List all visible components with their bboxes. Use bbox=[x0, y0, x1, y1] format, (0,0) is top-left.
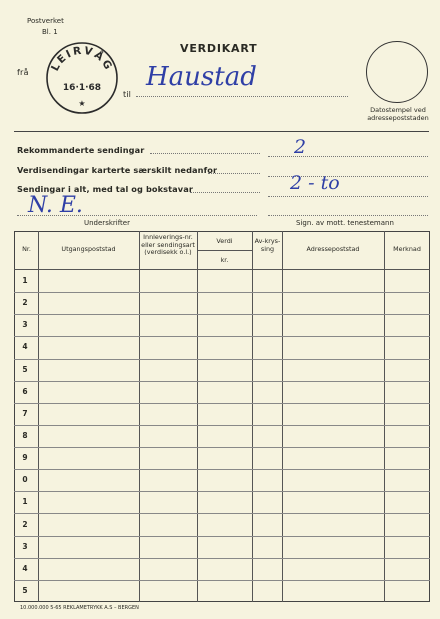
date-stamp-circle bbox=[366, 41, 428, 103]
row-number: 3 bbox=[22, 541, 28, 551]
total-line bbox=[268, 196, 428, 197]
col-header-nr: Nr. bbox=[22, 245, 31, 253]
row-number: 5 bbox=[22, 585, 28, 595]
postmark-date: 16·1·68 bbox=[62, 83, 102, 93]
row-number: 1 bbox=[22, 276, 28, 286]
registered-label: Rekommanderte sendingar bbox=[17, 145, 145, 155]
to-label: til bbox=[123, 89, 132, 99]
row-number: 3 bbox=[22, 320, 28, 330]
table-row bbox=[14, 469, 430, 491]
col-header-destination: Adressepoststad bbox=[306, 245, 360, 253]
table-row bbox=[14, 314, 430, 336]
date-stamp-label-2: adressepoststaden bbox=[367, 114, 429, 122]
table-row bbox=[14, 425, 430, 447]
row-number: 1 bbox=[22, 497, 28, 507]
row-number: 2 bbox=[22, 298, 28, 308]
table-row bbox=[14, 336, 430, 358]
to-value-handwritten: Haustad bbox=[146, 62, 257, 92]
row-number: 8 bbox=[22, 431, 28, 440]
postmark-star-icon: ★ bbox=[78, 99, 86, 108]
col-header-value-unit: kr. bbox=[220, 256, 229, 264]
table-row bbox=[14, 513, 430, 535]
header-divider bbox=[14, 131, 429, 132]
table-row bbox=[14, 292, 430, 314]
value-sendings-label: Verdisendingar karterte særskilt nedanfor bbox=[17, 165, 218, 175]
postmark-stamp bbox=[44, 40, 120, 116]
row-number: 0 bbox=[22, 475, 28, 485]
printer-imprint: 10.000.000 5-65 REKLAMETRYKK A.S – BERGEN bbox=[20, 605, 139, 611]
row-number: 5 bbox=[22, 364, 28, 374]
row-number: 6 bbox=[22, 386, 28, 396]
total-value: 2 - to bbox=[290, 172, 340, 194]
registered-line bbox=[268, 156, 428, 157]
registered-leader bbox=[150, 153, 260, 154]
table-row bbox=[14, 491, 430, 513]
registered-value: 2 bbox=[294, 136, 307, 158]
total-label: Sendingar i alt, med tal og bokstavar bbox=[17, 184, 193, 194]
table-row bbox=[14, 270, 430, 292]
table-row bbox=[14, 580, 430, 602]
table-row bbox=[14, 381, 430, 403]
from-label: frå bbox=[17, 67, 29, 77]
page-title: VERDIKART bbox=[180, 42, 258, 55]
total-leader bbox=[190, 192, 260, 193]
recipient-sign-line bbox=[268, 215, 428, 216]
table-row bbox=[14, 403, 430, 425]
table-row bbox=[14, 558, 430, 580]
table-row bbox=[14, 447, 430, 469]
table-row bbox=[14, 359, 430, 381]
to-line bbox=[136, 96, 348, 97]
col-header-tick: Av-krys-sing bbox=[254, 237, 281, 253]
row-number: 4 bbox=[22, 342, 28, 352]
row-number: 4 bbox=[22, 563, 28, 573]
row-number: 2 bbox=[22, 519, 28, 529]
form-number: Bl. 1 bbox=[42, 28, 58, 36]
col-header-value: Verdi bbox=[216, 237, 233, 245]
col-header-origin: Utgangspoststad bbox=[61, 245, 116, 253]
row-number: 9 bbox=[22, 453, 28, 463]
date-stamp-label-1: Datostempel ved bbox=[370, 106, 426, 114]
col-header-submission: Innleverings-nr. eller sendingsart (verdisekk o.l.) bbox=[141, 233, 195, 256]
postmark-place: LEIRVÅG bbox=[48, 44, 116, 74]
svg-text:LEIRVÅG bbox=[49, 45, 115, 74]
col-header-remark: Merknad bbox=[393, 245, 421, 253]
signatures-label: Underskrifter bbox=[84, 219, 130, 227]
recipient-sign-label: Sign. av mott. tenestemann bbox=[296, 219, 394, 227]
row-number: 7 bbox=[22, 408, 28, 418]
signature-handwritten: N. E. bbox=[28, 193, 83, 218]
table-row bbox=[14, 536, 430, 558]
value-sub-divider bbox=[197, 250, 253, 251]
issuer-label: Postverket bbox=[27, 17, 64, 25]
value-leader bbox=[208, 173, 260, 174]
